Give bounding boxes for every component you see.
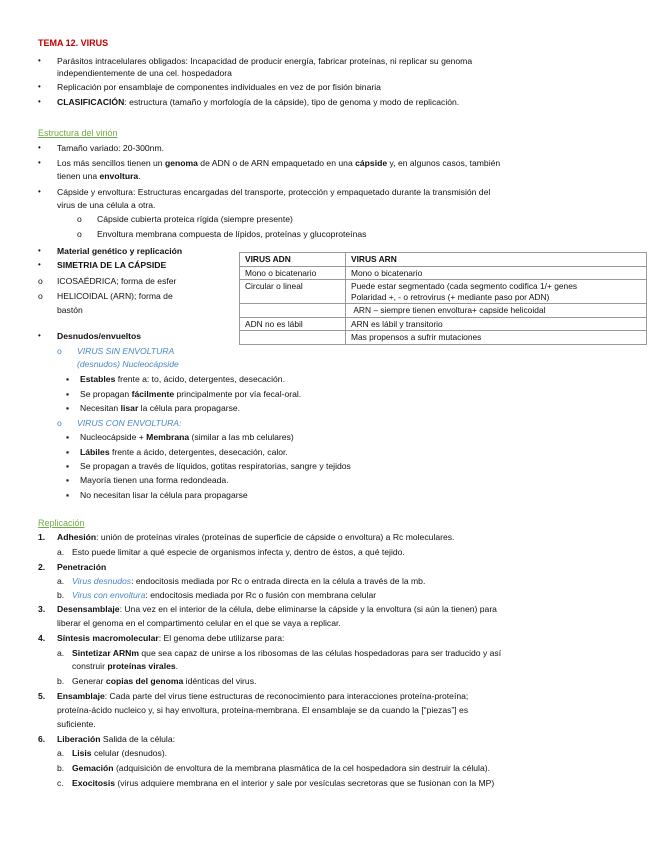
sub-letter: a. xyxy=(57,576,65,586)
replicacion-step-sintesis: Síntesis macromolecular: El genoma debe utilizarse para: xyxy=(57,633,285,643)
table-cell xyxy=(240,331,346,345)
replicacion-adhesion-a: Esto puede limitar a qué especie de organismos infecta y, dentro de éstos, a qué tejido. xyxy=(72,547,405,557)
circle-bullet-icon: o xyxy=(77,214,82,224)
section-heading-estructura: Estructura del virión xyxy=(38,128,118,138)
table-header-arn: VIRUS ARN xyxy=(346,253,647,267)
virus-sin-envoltura-heading: VIRUS SIN ENVOLTURA xyxy=(77,346,175,356)
table-row xyxy=(240,253,647,267)
sub-letter: c. xyxy=(57,778,64,788)
sub-letter: a. xyxy=(57,748,65,758)
estructura-item-2: Los más sencillos tienen un genoma de ADN o de ARN empaquetado en una cápside y, en algunos casos, también xyxy=(57,158,501,168)
table-cell: Mono o bicatenario xyxy=(346,266,647,280)
bullet-icon: • xyxy=(38,143,41,152)
step-number: 6. xyxy=(38,734,46,744)
estructura-item-3: Cápside y envoltura: Estructuras encargadas del transporte, protección y empaquetado durante la transmisión del xyxy=(57,187,491,197)
circle-bullet-icon: o xyxy=(38,276,43,286)
replicacion-step-liberacion: Liberación Salida de la célula: xyxy=(57,734,175,744)
replicacion-step-ensamblaje: Ensamblaje: Cada parte del virus tiene estructuras de reconocimiento para interacciones proteína-proteína; xyxy=(57,691,469,701)
replicacion-ensamblaje-cont-1: proteína-ácido nucleico y, si hay envoltura, proteína-membrana. El ensamblaje se da cuando la [“piezas”] es xyxy=(57,705,469,715)
estructura-sub-1: Cápside cubierta proteica rígida (siempre presente) xyxy=(97,214,293,224)
bullet-icon: • xyxy=(38,158,41,167)
table-cell: Mono o bicatenario xyxy=(240,266,346,280)
square-bullet-icon: ▪ xyxy=(66,447,70,457)
square-bullet-icon: ▪ xyxy=(66,403,70,413)
table-cell: Circular o lineal xyxy=(240,280,346,304)
replicacion-sintesis-a: Sintetizar ARNm que sea capaz de unirse a los ribosomas de las células hospedadoras para ser traducido y así xyxy=(72,648,502,658)
estructura-item-4: Material genético y replicación xyxy=(57,246,183,256)
circle-bullet-icon: o xyxy=(38,291,43,301)
step-number: 5. xyxy=(38,691,46,701)
estructura-item-2-cont: tienen una envoltura. xyxy=(57,171,141,181)
sin-envoltura-item-3: Necesitan lisar la célula para propagarse. xyxy=(80,403,241,413)
square-bullet-icon: ▪ xyxy=(66,432,70,442)
replicacion-liberacion-c: Exocitosis (virus adquiere membrana en el interior y sale por vesículas secretoras que se fusionan con la MP) xyxy=(72,778,495,788)
replicacion-penetracion-b: Virus con envoltura: endocitosis mediada por Rc o fusión con membrana celular xyxy=(72,590,377,600)
table-cell: ARN – siempre tienen envoltura+ capside helicoidal xyxy=(346,304,647,318)
bullet-icon: • xyxy=(38,246,41,255)
con-envoltura-item-4: Mayoría tienen una forma redondeada. xyxy=(80,475,229,485)
step-number: 4. xyxy=(38,633,46,643)
table-cell: Mas propensos a sufrir mutaciones xyxy=(346,331,647,345)
table-cell: Puede estar segmentado (cada segmento codifica 1/+ genes Polaridad +, - o retrovirus (+ mediante paso por ADN) xyxy=(346,280,647,304)
estructura-item-5: SIMETRIA DE LA CÁPSIDE xyxy=(57,260,167,270)
circle-bullet-icon: o xyxy=(57,418,62,428)
table-row xyxy=(240,280,647,304)
replicacion-liberacion-a: Lisis celular (desnudos). xyxy=(72,748,168,758)
con-envoltura-item-2: Lábiles frente a ácido, detergentes, desecación, calor. xyxy=(80,447,288,457)
circle-bullet-icon: o xyxy=(77,229,82,239)
sub-letter: b. xyxy=(57,590,65,600)
page-title: TEMA 12. VIRUS xyxy=(38,38,109,48)
bullet-icon: • xyxy=(38,97,41,106)
bullet-icon: • xyxy=(38,56,41,65)
estructura-item-6: Desnudos/envueltos xyxy=(57,331,142,341)
table-cell: ADN no es lábil xyxy=(240,317,346,331)
sub-letter: b. xyxy=(57,676,65,686)
table-row xyxy=(240,331,647,345)
virus-sin-envoltura-subheading: (desnudos) Nucleocápside xyxy=(77,359,179,369)
square-bullet-icon: ▪ xyxy=(66,490,70,500)
virus-comparison-table xyxy=(239,252,647,345)
table-cell xyxy=(240,304,346,318)
intro-item-1-cont: independientemente de una cel. hospedadora xyxy=(57,68,232,78)
sin-envoltura-item-2: Se propagan fácilmente principalmente por vía fecal-oral. xyxy=(80,389,302,399)
step-number: 1. xyxy=(38,532,46,542)
bullet-icon: • xyxy=(38,331,41,340)
replicacion-liberacion-b: Gemación (adquisición de envoltura de la membrana plasmática de la cel hospedadora sin destruir la célula). xyxy=(72,763,490,773)
replicacion-step-penetracion: Penetración xyxy=(57,562,107,572)
simetria-helicoidal: HELICOIDAL (ARN); forma de xyxy=(57,291,173,301)
sub-letter: a. xyxy=(57,547,65,557)
replicacion-step-desensamblaje: Desensamblaje: Una vez en el interior de la célula, debe eliminarse la cápside y la envoltura (si aún la tienen) para xyxy=(57,604,497,614)
bullet-icon: • xyxy=(38,187,41,196)
replicacion-sintesis-a-cont: construir proteínas virales. xyxy=(72,661,179,671)
table-row xyxy=(240,304,647,318)
replicacion-penetracion-a: Virus desnudos: endocitosis mediada por Rc o entrada directa en la célula a través de la mb. xyxy=(72,576,426,586)
square-bullet-icon: ▪ xyxy=(66,475,70,485)
intro-item-1: Parásitos intracelulares obligados: Incapacidad de producir energía, fabricar proteínas, ni replicar su genoma xyxy=(57,56,473,66)
virus-con-envoltura-heading: VIRUS CON ENVOLTURA: xyxy=(77,418,182,428)
intro-item-3: CLASIFICACIÓN: estructura (tamaño y morfología de la cápside), tipo de genoma y modo de replicación. xyxy=(57,97,460,107)
square-bullet-icon: ▪ xyxy=(66,374,70,384)
intro-item-2: Replicación por ensamblaje de componentes individuales en vez de por fisión binaria xyxy=(57,82,381,92)
square-bullet-icon: ▪ xyxy=(66,389,70,399)
replicacion-desensamblaje-cont: liberar el genoma en el compartimento celular en el que se vaya a replicar. xyxy=(57,618,341,628)
simetria-helicoidal-cont: bastón xyxy=(57,305,83,315)
simetria-icosaedrica: ICOSAÉDRICA; forma de esfer xyxy=(57,276,177,286)
replicacion-step-adhesion: Adhesión: unión de proteínas virales (proteínas de superficie de cápside o envoltura) a Rc moleculares. xyxy=(57,532,455,542)
estructura-item-1: Tamaño variado: 20-300nm. xyxy=(57,143,165,153)
sub-letter: a. xyxy=(57,648,65,658)
table-row xyxy=(240,266,647,280)
con-envoltura-item-1: Nucleocápside + Membrana (similar a las mb celulares) xyxy=(80,432,294,442)
bullet-icon: • xyxy=(38,260,41,269)
estructura-item-3-cont: virus de una célula a otra. xyxy=(57,200,156,210)
table-row xyxy=(240,317,647,331)
estructura-sub-2: Envoltura membrana compuesta de lípidos, proteínas y glucoproteínas xyxy=(97,229,367,239)
square-bullet-icon: ▪ xyxy=(66,461,70,471)
bullet-icon: • xyxy=(38,82,41,91)
con-envoltura-item-5: No necesitan lisar la célula para propagarse xyxy=(80,490,248,500)
table-header-adn: VIRUS ADN xyxy=(240,253,346,267)
section-heading-replicacion: Replicación xyxy=(38,518,85,528)
step-number: 3. xyxy=(38,604,46,614)
table-cell: ARN es lábil y transitorio xyxy=(346,317,647,331)
step-number: 2. xyxy=(38,562,46,572)
replicacion-sintesis-b: Generar copias del genoma idénticas del virus. xyxy=(72,676,257,686)
con-envoltura-item-3: Se propagan a través de líquidos, gotitas respiratorias, sangre y tejidos xyxy=(80,461,351,471)
circle-bullet-icon: o xyxy=(57,346,62,356)
sub-letter: b. xyxy=(57,763,65,773)
sin-envoltura-item-1: Estables frente a: to, ácido, detergentes, desecación. xyxy=(80,374,285,384)
replicacion-ensamblaje-cont-2: suficiente. xyxy=(57,719,96,729)
